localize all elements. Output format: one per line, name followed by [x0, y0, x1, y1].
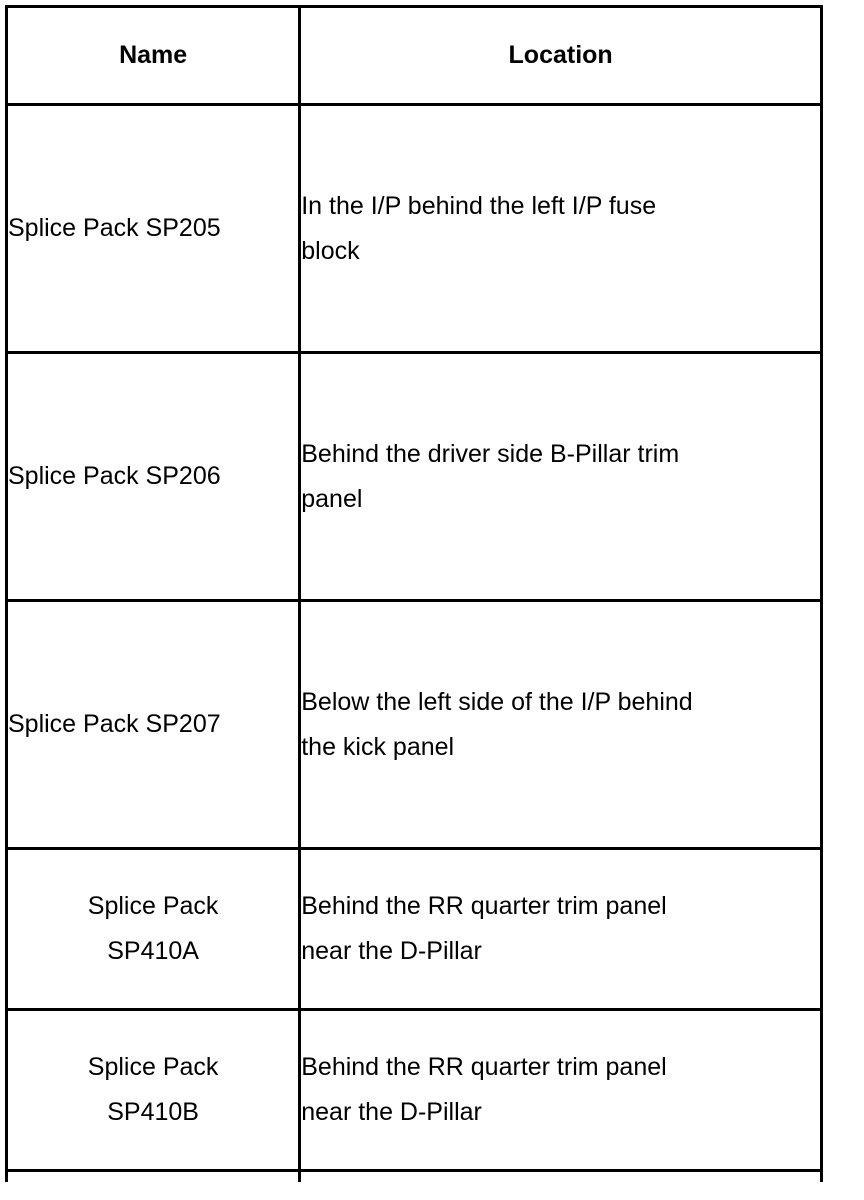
table-row-cut-off [7, 1171, 822, 1183]
table-row [7, 1010, 822, 1171]
name-text: Splice Pack [87, 1053, 219, 1081]
table-row [7, 849, 822, 1010]
location-text: Behind the RR quarter trim panel [301, 892, 667, 920]
location-text: near the D-Pillar [301, 937, 482, 965]
empty-cell [7, 1171, 300, 1183]
location-text: panel [301, 484, 363, 513]
splice-pack-location-table [5, 5, 823, 1182]
location-text: near the D-Pillar [301, 1098, 482, 1126]
name-text: Splice Pack [87, 892, 219, 920]
name-text: SP410B [107, 1098, 199, 1126]
name-text: Splice Pack SP206 [8, 462, 221, 490]
location-column-header: Location [300, 7, 822, 105]
empty-cell [300, 1171, 822, 1183]
location-text: Behind the RR quarter trim panel [301, 1053, 667, 1081]
name-text: SP410A [107, 937, 199, 965]
name-text: Splice Pack SP207 [8, 710, 221, 738]
location-text: Behind the driver side B-Pillar trim [301, 439, 680, 468]
location-cell [300, 105, 822, 353]
location-cell [300, 353, 822, 601]
location-text: In the I/P behind the left I/P fuse [301, 191, 657, 220]
name-cell [7, 1010, 300, 1171]
name-cell [7, 849, 300, 1010]
location-text: the kick panel [301, 732, 455, 761]
table-row [7, 601, 822, 849]
name-text: Splice Pack SP205 [8, 214, 221, 242]
name-cell [7, 601, 300, 849]
header-row [7, 7, 822, 105]
location-cell [300, 1010, 822, 1171]
location-cell [300, 601, 822, 849]
location-cell [300, 849, 822, 1010]
name-column-header: Name [7, 7, 300, 105]
table-row [7, 353, 822, 601]
location-text: Below the left side of the I/P behind [301, 687, 693, 716]
table-row [7, 105, 822, 353]
location-text: block [301, 236, 360, 265]
name-cell [7, 353, 300, 601]
name-cell [7, 105, 300, 353]
